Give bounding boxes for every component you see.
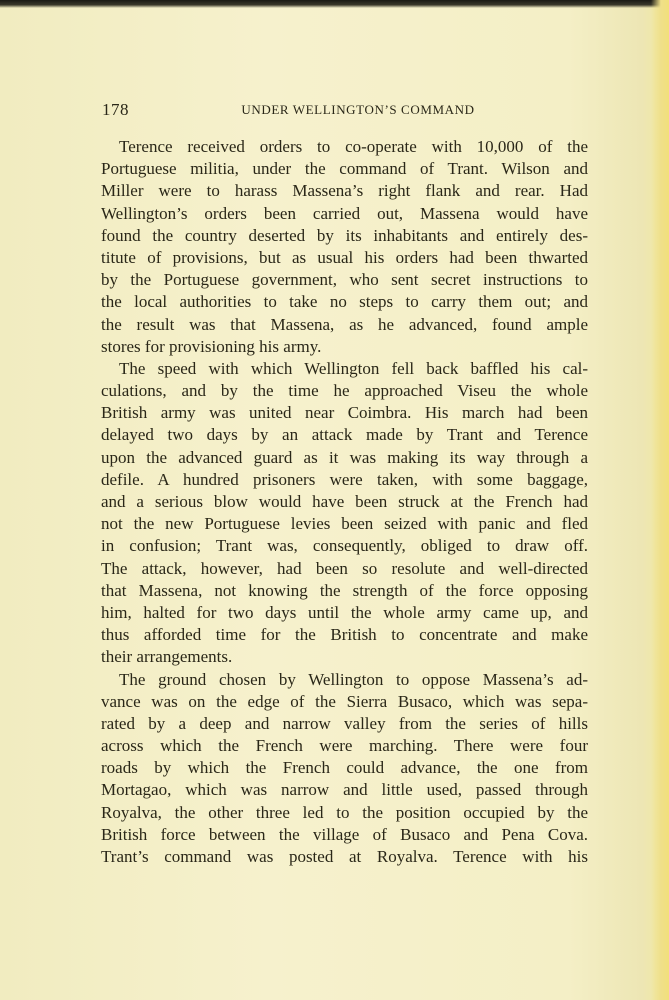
text-line: delayed two days by an attack made by Trant and Terence bbox=[101, 425, 588, 445]
text-line: culations, and by the time he approached Viseu the whole bbox=[101, 381, 588, 401]
text-line: The attack, however, had been so resolute and well-directed bbox=[101, 558, 588, 578]
text-line: thus afforded time for the British to concentrate and make bbox=[101, 625, 588, 645]
text-line: stores for provisioning his army. bbox=[101, 336, 322, 356]
text-line: The ground chosen by Wellington to oppose Massena’s ad- bbox=[119, 669, 588, 689]
text-line: not the new Portuguese levies been seized with panic and fled bbox=[101, 514, 588, 534]
text-line: upon the advanced guard as it was making its way through a bbox=[101, 447, 588, 467]
text-line: the local authorities to take no steps to carry them out; and bbox=[101, 292, 588, 312]
text-line: Miller were to harass Massena’s right flank and rear. Had bbox=[101, 181, 588, 201]
text-line: their arrangements. bbox=[101, 647, 233, 667]
text-line: Wellington’s orders been carried out, Massena would have bbox=[101, 203, 588, 223]
text-line: vance was on the edge of the Sierra Busaco, which was sepa- bbox=[101, 691, 588, 711]
page-header bbox=[102, 100, 588, 122]
text-line: the result was that Massena, as he advanced, found ample bbox=[101, 314, 588, 334]
text-line: found the country deserted by its inhabitants and entirely des- bbox=[101, 225, 588, 245]
text-line: Trant’s command was posted at Royalva. Terence with his bbox=[101, 847, 588, 866]
text-line: by the Portuguese government, who sent secret instructions to bbox=[101, 270, 588, 290]
text-line: defile. A hundred prisoners were taken, with some baggage, bbox=[101, 469, 588, 489]
text-line: Royalva, the other three led to the position occupied by the bbox=[101, 802, 588, 822]
text-line: titute of provisions, but as usual his orders had been thwarted bbox=[101, 247, 588, 267]
text-line: Portuguese militia, under the command of Trant. Wilson and bbox=[101, 159, 588, 179]
text-line: British force between the village of Busaco and Pena Cova. bbox=[101, 824, 588, 844]
text-line: rated by a deep and narrow valley from the series of hills bbox=[101, 713, 588, 733]
page-number: 178 bbox=[102, 100, 129, 119]
running-head: UNDER WELLINGTON’S COMMAND bbox=[241, 102, 475, 117]
text-line: across which the French were marching. There were four bbox=[101, 736, 588, 756]
text-line: that Massena, not knowing the strength of the force opposing bbox=[101, 580, 588, 600]
text-line: British army was united near Coimbra. His march had been bbox=[101, 403, 588, 423]
text-line: roads by which the French could advance, the one from bbox=[101, 758, 588, 778]
page-top-edge bbox=[0, 0, 669, 8]
text-line: The speed with which Wellington fell back baffled his cal- bbox=[119, 358, 588, 378]
body-text bbox=[101, 136, 588, 868]
page-right-edge bbox=[651, 0, 669, 1000]
text-line: and a serious blow would have been struck at the French had bbox=[101, 492, 588, 511]
text-line: in confusion; Trant was, consequently, obliged to draw off. bbox=[101, 536, 588, 556]
text-line: Mortagao, which was narrow and little used, passed through bbox=[101, 780, 588, 800]
text-line: him, halted for two days until the whole army came up, and bbox=[101, 602, 588, 622]
text-line: Terence received orders to co-operate with 10,000 of the bbox=[119, 137, 588, 156]
